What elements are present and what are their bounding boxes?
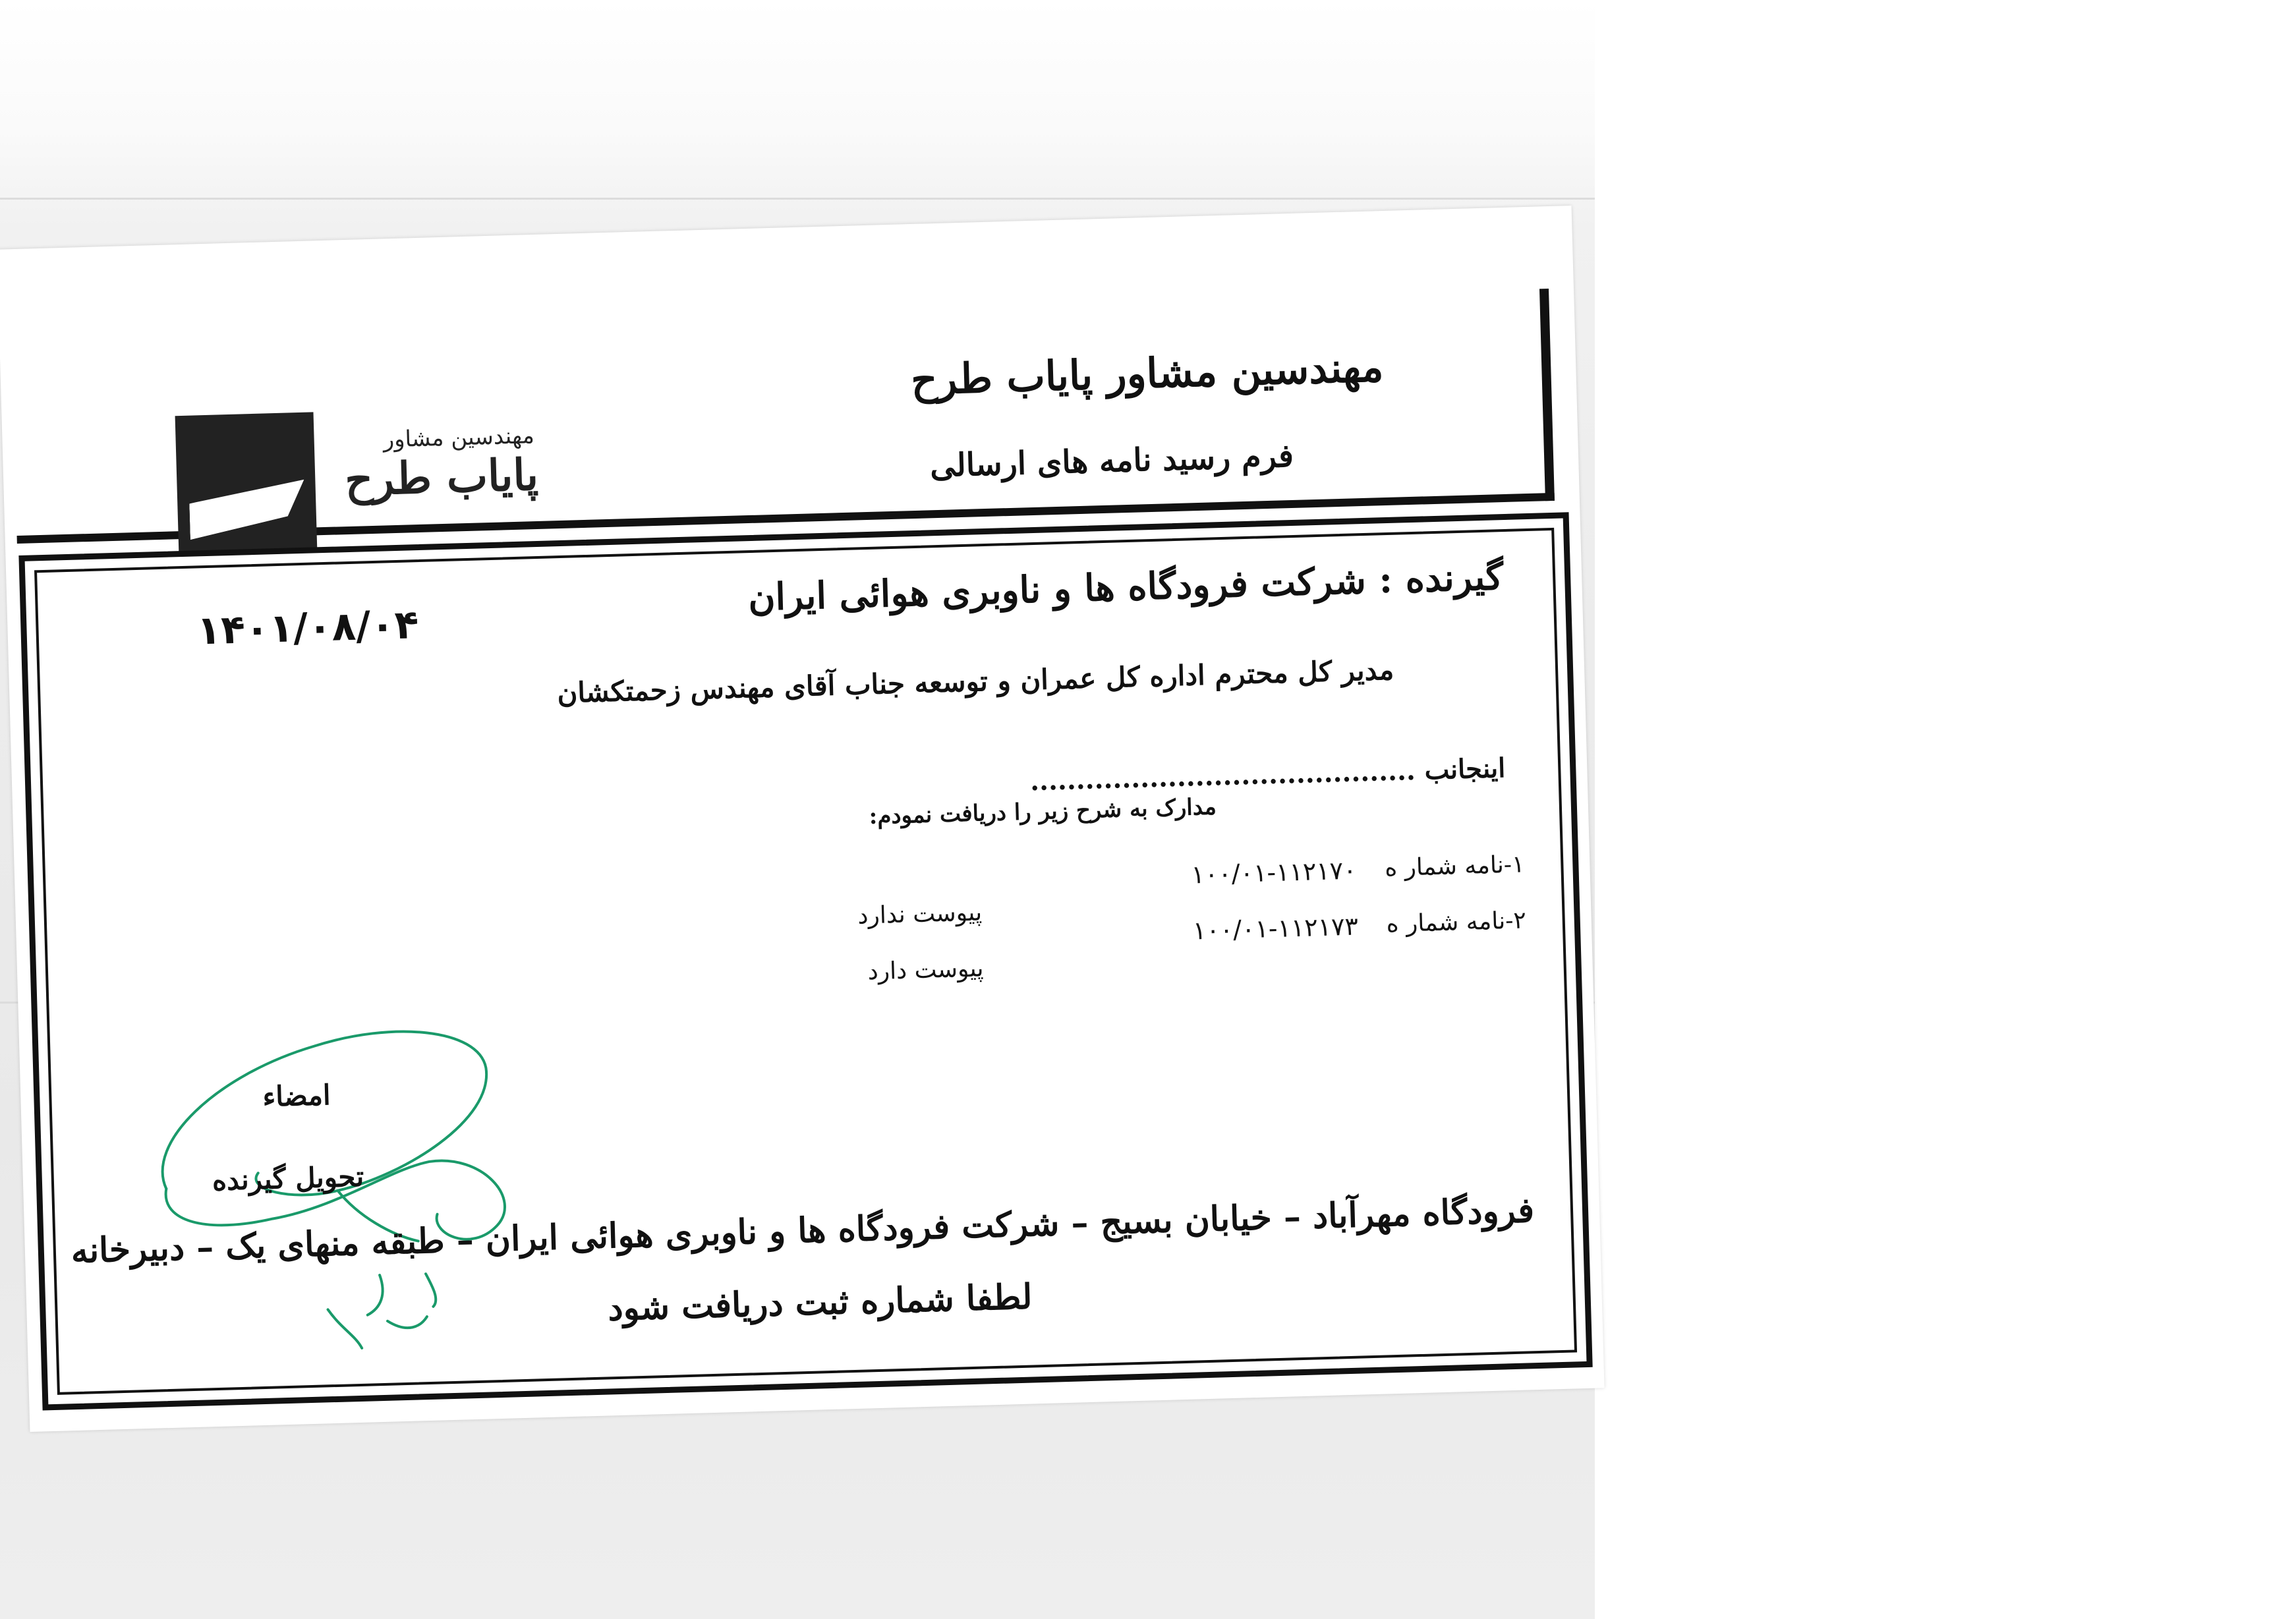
item-1-number: ۱۰۰/۰۱-۱۱۲۱۷۰ — [1190, 855, 1358, 890]
address-line: فرودگاه مهرآباد – خیابان بسیج – شرکت فرودگاه ها و ناوبری هوائی ایران – طبقه منهای یک – دبیرخانه — [70, 1190, 1535, 1272]
logo-subtitle: مهندسین مشاور — [383, 422, 535, 453]
form-frame — [18, 512, 1592, 1410]
item-2-attachment: پیوست دارد — [867, 955, 985, 986]
form-inner-frame — [34, 528, 1577, 1395]
undersigned-line: اینجانب .......................................... — [1029, 753, 1506, 797]
form-title: فرم رسید نامه های ارسالی — [929, 437, 1294, 485]
delivery-label: تحویل گیرنده — [212, 1160, 364, 1197]
receipt-form — [0, 206, 1605, 1432]
scan-line — [0, 198, 1595, 200]
recipient-line: گیرنده : شرکت فرودگاه ها و ناوبری هوائی ایران — [747, 555, 1505, 620]
addressee: مدیر کل محترم اداره کل عمران و توسعه جناب آقای مهندس زحمتکشان — [556, 653, 1394, 710]
signature-label: امضاء — [262, 1079, 331, 1113]
date: ۱۴۰۱/۰۸/۰۴ — [196, 602, 420, 654]
logo-mark — [175, 412, 318, 554]
logo-slash-shape — [189, 476, 304, 540]
received-line: مدارک به شرح زیر را دریافت نمودم: — [869, 793, 1217, 830]
company-title: مهندسین مشاور پایاب طرح — [910, 343, 1385, 405]
registration-note: لطفا شماره ثبت دریافت شود — [607, 1276, 1033, 1329]
item-1-label: ۱-نامه شمار ه — [1384, 851, 1525, 882]
header-box — [11, 289, 1555, 544]
logo-name: پایاب طرح — [344, 448, 539, 506]
item-2-label: ۲-نامه شمار ه — [1386, 907, 1527, 938]
item-1-attachment: پیوست ندارد — [857, 899, 983, 930]
item-2-number: ۱۰۰/۰۱-۱۱۲۱۷۳ — [1192, 911, 1359, 946]
